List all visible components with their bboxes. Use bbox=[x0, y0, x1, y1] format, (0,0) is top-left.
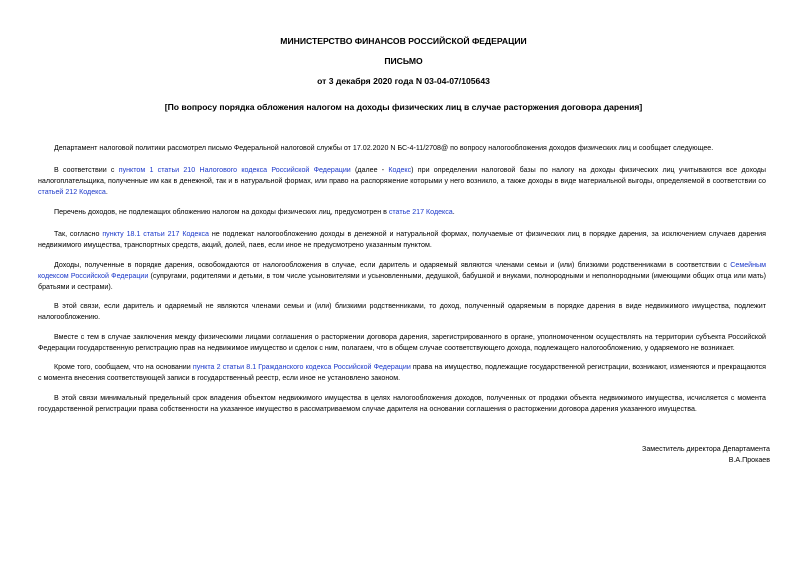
paragraph-3 bbox=[38, 207, 766, 218]
paragraph-4-text-1: Так, согласно bbox=[54, 230, 103, 238]
paragraph-9 bbox=[38, 393, 766, 415]
paragraph-2-text-4: . bbox=[105, 188, 108, 196]
link-civil-code-article-8-1[interactable]: пункта 2 статьи 8.1 Гражданского кодекса Российской Федерации bbox=[192, 363, 411, 371]
ministry-title: МИНИСТЕРСТВО ФИНАНСОВ РОССИЙСКОЙ ФЕДЕРАЦИИ bbox=[280, 36, 527, 46]
paragraph-3-text-1: Перечень доходов, не подлежащих обложению налогом на доходы физических лиц, предусмотрен в bbox=[54, 208, 389, 216]
paragraph-6-text: В этой связи, если даритель и одаряемый не являются членами семьи и (или) близкими родственниками, то доход, полученный одаряемым в порядке дарения в виде недвижимого имущества, подлежит налогообложению. bbox=[38, 302, 766, 321]
paragraph-2-text-3: ) при определении налоговой базы по налогу на доходы физических лиц учитываются все доходы налогоплательщика, полученные им как в денежной, так и в натуральной формах, или право на распоряжение которыми у него возникло, а также доходы в виде материальной выгоды, определяемой в соответствии со bbox=[38, 166, 766, 185]
paragraph-8-text-2: права на имущество, подлежащие государственной регистрации, возникают, изменяются и прекращаются с момента внесения соответствующей записи в государственный реестр, если иное не установлено законом. bbox=[38, 363, 767, 382]
paragraph-1-text: Департамент налоговой политики рассмотрел письмо Федеральной налоговой службы от 17.02.2020 N БС-4-11/2708@ по вопросу налогообложения доходов физических лиц и сообщает следующее. bbox=[54, 144, 714, 152]
paragraph-5-text-1: Доходы, полученные в порядке дарения, освобождаются от налогообложения в случае, если даритель и одаряемый являются членами семьи и (или) близкими родственниками в соответствии с bbox=[54, 261, 731, 269]
paragraph-2-text-1: В соответствии с bbox=[54, 166, 119, 174]
paragraph-8 bbox=[38, 362, 766, 384]
link-code[interactable]: Кодекс bbox=[388, 166, 412, 174]
link-family-code[interactable]: Семейным кодексом Российской Федерации bbox=[38, 261, 766, 280]
link-article-210[interactable]: пунктом 1 статьи 210 Налогового кодекса Российской Федерации bbox=[118, 166, 351, 174]
signature-name: В.А.Прокаев bbox=[728, 456, 770, 464]
paragraph-6 bbox=[38, 301, 766, 323]
doc-subject: [По вопросу порядка обложения налогом на доходы физических лиц в случае расторжения договора дарения] bbox=[164, 102, 643, 112]
paragraph-4 bbox=[38, 229, 766, 251]
paragraph-2-text-2: (далее - bbox=[350, 166, 389, 174]
link-article-212[interactable]: статьей 212 Кодекса bbox=[38, 188, 106, 196]
paragraph-5-text-2: (супругами, родителями и детьми, в том числе усыновителями и усыновленными, дедушкой, бабушкой и внуками, полнородными и неполнородными (имеющими общих отца или мать) братьями и сестрами). bbox=[38, 272, 766, 291]
doc-date-number: от 3 декабря 2020 года N 03-04-07/105643 bbox=[317, 76, 490, 86]
paragraph-7 bbox=[38, 332, 766, 354]
paragraph-8-text-1: Кроме того, сообщаем, что на основании bbox=[54, 363, 193, 371]
paragraph-5 bbox=[38, 260, 766, 293]
link-article-217[interactable]: статье 217 Кодекса bbox=[388, 208, 453, 216]
paragraph-7-text: Вместе с тем в случае заключения между физическими лицами соглашения о расторжении договора дарения, зарегистрированного в органе, уполномоченном осуществлять на территории субъекта Российской Федерации государственную регистрацию прав на недвижимое имущество и сделок с ним, полагаем, что в общем случае соответствующего дохода, подлежащего налогообложению, у одаряемого не возникает. bbox=[38, 333, 766, 352]
doc-type: ПИСЬМО bbox=[384, 56, 423, 66]
paragraph-9-text: В этой связи минимальный предельный срок владения объектом недвижимого имущества в целях налогообложения доходов, полученных от продажи объекта недвижимого имущества, исчисляется с момента государственной регистрации права собственности на указанное имущество в рассматриваемом случае дарителя на основании соглашения о расторжении договора дарения указанного имущества. bbox=[38, 394, 766, 413]
paragraph-4-text-2: не подлежат налогообложению доходы в денежной и натуральной формах, получаемые от физических лиц в порядке дарения, за исключением случаев дарения недвижимого имущества, транспортных средств, акций, долей, паев, если иное не предусмотрено указанным пунктом. bbox=[38, 230, 766, 249]
signature-position: Заместитель директора Департамента bbox=[642, 445, 770, 453]
paragraph-1 bbox=[38, 143, 766, 154]
link-article-217-p18-1[interactable]: пункту 18.1 статьи 217 Кодекса bbox=[102, 230, 209, 238]
paragraph-3-text-2: . bbox=[452, 208, 455, 216]
paragraph-2 bbox=[38, 165, 766, 198]
